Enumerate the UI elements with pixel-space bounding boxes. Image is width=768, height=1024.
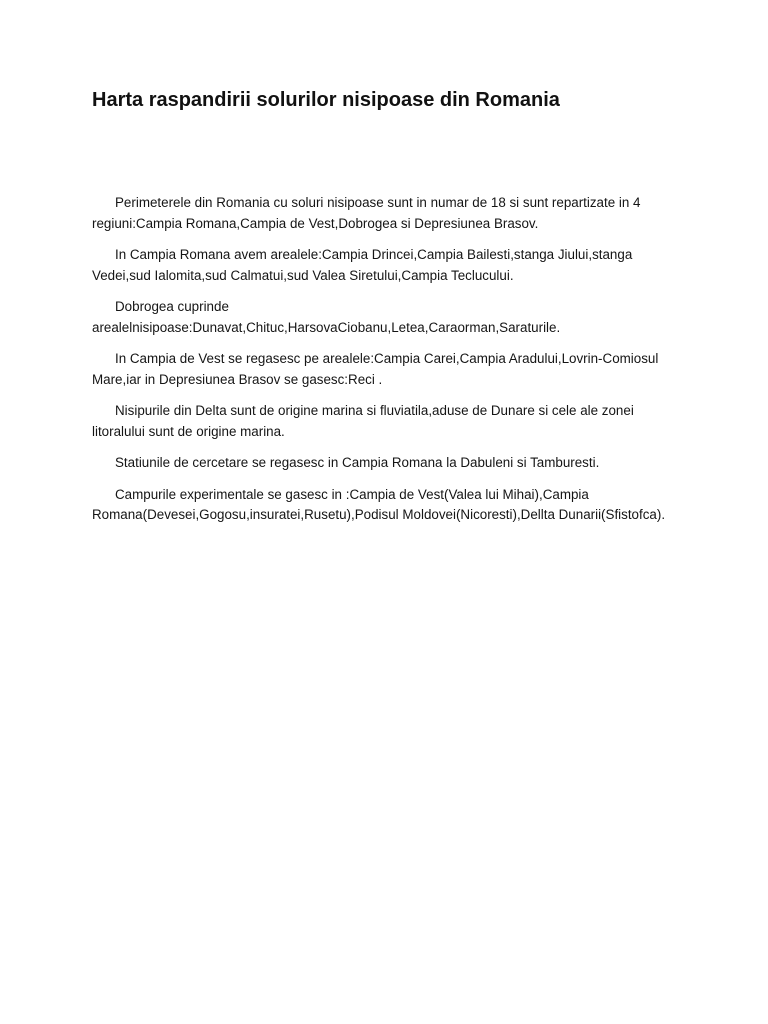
paragraph-dobrogea: Dobrogea cuprinde arealelnisipoase:Dunavat,Chituc,HarsovaCiobanu,Letea,Caraorman,Saraturile. xyxy=(92,299,561,335)
document-title: Harta raspandirii solurilor nisipoase din Romania xyxy=(92,89,560,111)
paragraph-experimental-fields: Campurile experimentale se gasesc in :Campia de Vest(Valea lui Mihai),Campia Romana(Devesei,Gogosu,insuratei,Rusetu),Podisul Moldovei(Nicoresti),Dellta Dunarii(Sfistofca). xyxy=(92,486,666,522)
paragraph-research-stations: Statiunile de cercetare se regasesc in Campia Romana la Dabuleni si Tamburesti. xyxy=(115,455,600,470)
paragraph-delta: Nisipurile din Delta sunt de origine marina si fluviatila,aduse de Dunare si cele ale zonei litoralului sunt de origine marina. xyxy=(92,403,634,439)
paragraph-regions: Perimeterele din Romania cu soluri nisipoase sunt in numar de 18 si sunt repartizate in 4 regiuni:Campia Romana,Campia de Vest,Dobrogea si Depresiunea Brasov. xyxy=(92,195,641,231)
paragraph-campia-de-vest: In Campia de Vest se regasesc pe arealele:Campia Carei,Campia Aradului,Lovrin-Comiosul Mare,iar in Depresiunea Brasov se gasesc:Reci . xyxy=(92,351,659,387)
document-body xyxy=(92,193,678,537)
paragraph-campia-romana: In Campia Romana avem arealele:Campia Drincei,Campia Bailesti,stanga Jiului,stanga Vedei,sud Ialomita,sud Calmatui,sud Valea Siretului,Campia Teclucului. xyxy=(92,247,633,283)
